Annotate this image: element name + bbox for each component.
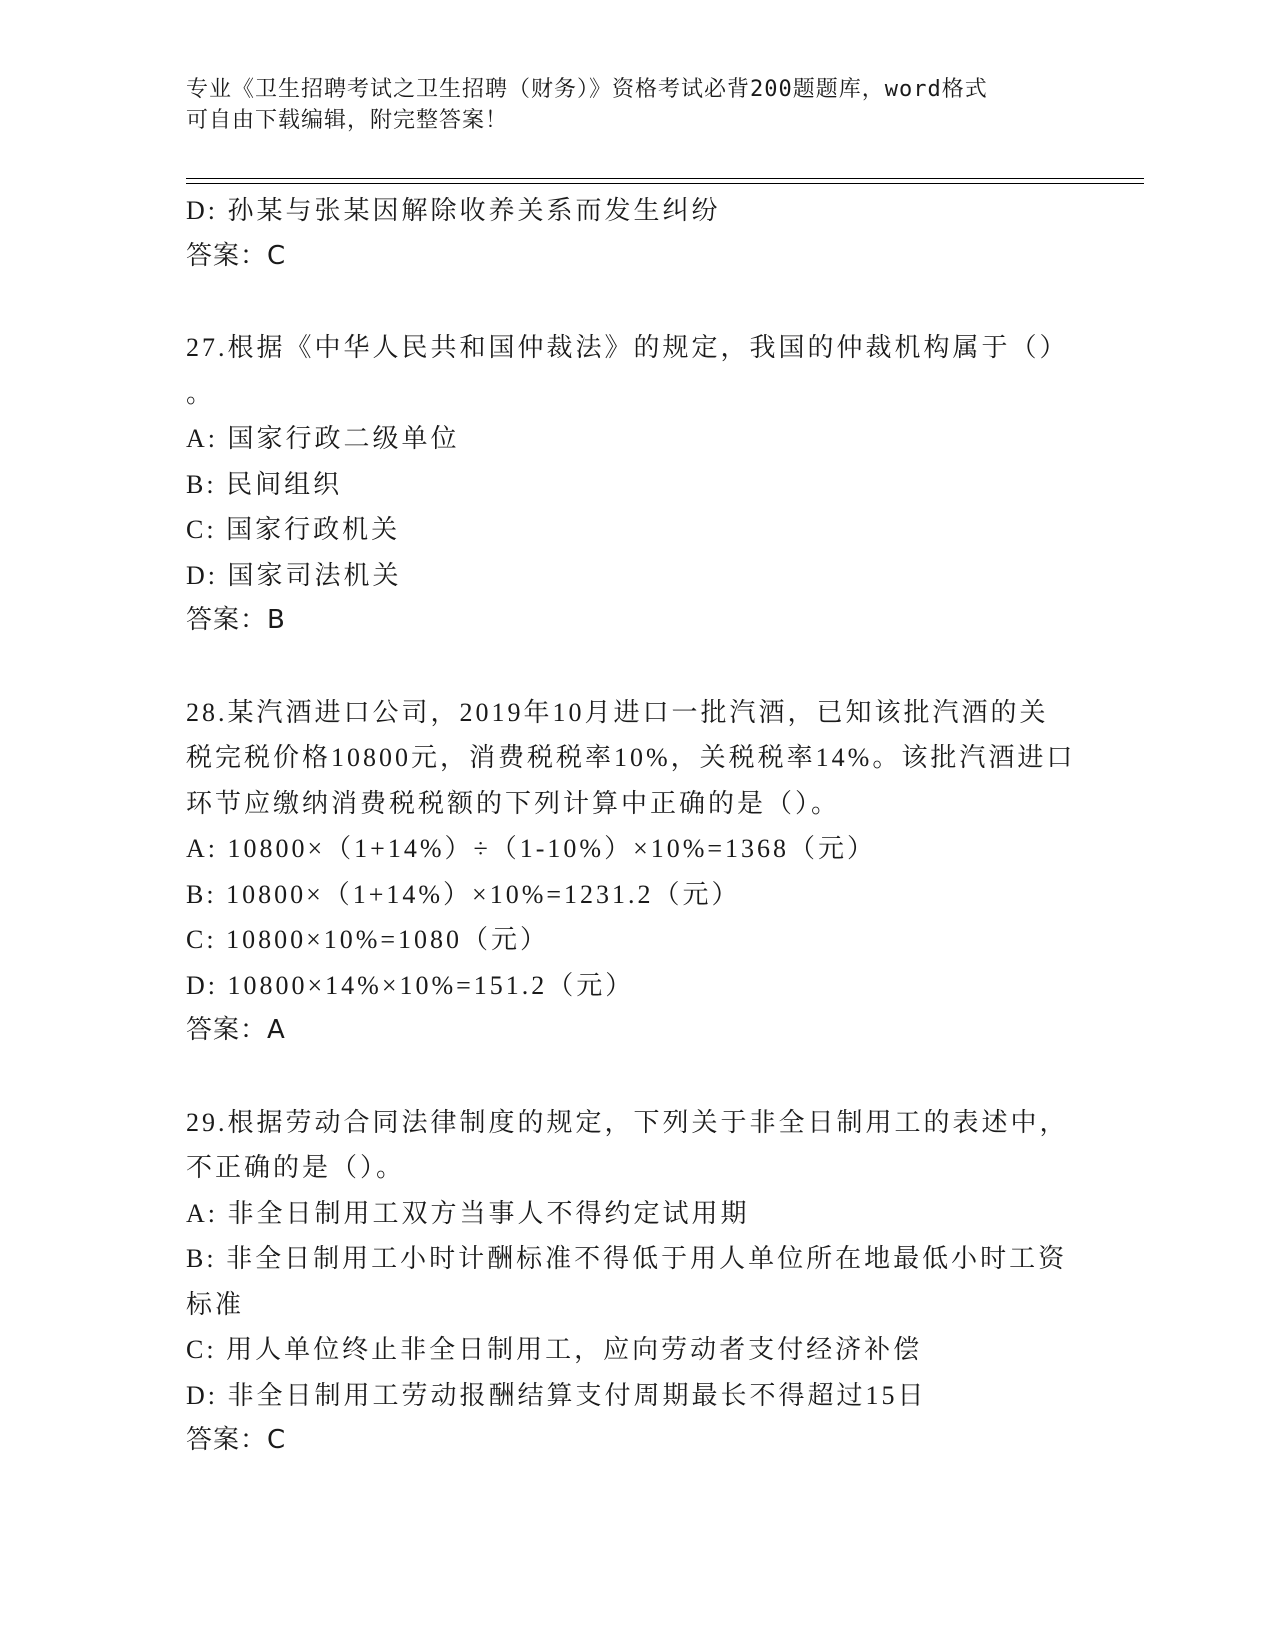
question-stem: 。 bbox=[186, 378, 216, 408]
option-b: B: 非全日制用工小时计酬标准不得低于用人单位所在地最低小时工资 bbox=[186, 1244, 1068, 1273]
option-a: A: 非全日制用工双方当事人不得约定试用期 bbox=[186, 1198, 750, 1228]
option-d: D: 孙某与张某因解除收养关系而发生纠纷 bbox=[186, 196, 721, 225]
question-27 bbox=[186, 325, 1086, 644]
document-header bbox=[186, 74, 1066, 136]
option-b: B: 民间组织 bbox=[186, 469, 343, 499]
option-d: D: 10800×14%×10%=151.2（元） bbox=[186, 970, 635, 1000]
option-c: C: 10800×10%=1080（元） bbox=[186, 925, 550, 954]
option-d: D: 国家司法机关 bbox=[186, 560, 402, 590]
question-26-tail bbox=[186, 188, 1086, 279]
header-line-1: 专业《卫生招聘考试之卫生招聘（财务）》资格考试必背200题题库，word格式 bbox=[186, 77, 988, 102]
question-stem: 不正确的是（）。 bbox=[186, 1153, 406, 1182]
question-stem: 环节应缴纳消费税税额的下列计算中正确的是（）。 bbox=[186, 788, 841, 818]
answer-line: 答案：B bbox=[186, 605, 286, 635]
question-stem: 税完税价格10800元，消费税税率10%，关税税率14%。该批汽酒进口 bbox=[186, 743, 1076, 772]
answer-line: 答案：C bbox=[186, 240, 287, 271]
option-c: C: 用人单位终止非全日制用工，应向劳动者支付经济补偿 bbox=[186, 1335, 923, 1364]
header-rule-top bbox=[186, 178, 1144, 179]
option-b-continued: 标准 bbox=[186, 1289, 245, 1319]
header-rule-bottom bbox=[186, 183, 1144, 184]
question-28 bbox=[186, 690, 1086, 1054]
question-stem: 27.根据《中华人民共和国仲裁法》的规定，我国的仲裁机构属于（） bbox=[186, 333, 1069, 362]
option-d: D: 非全日制用工劳动报酬结算支付周期最长不得超过15日 bbox=[186, 1380, 927, 1410]
answer-line: 答案：A bbox=[186, 1015, 286, 1045]
answer-line: 答案：C bbox=[186, 1425, 287, 1455]
question-stem: 28.某汽酒进口公司，2019年10月进口一批汽酒，已知该批汽酒的关 bbox=[186, 697, 1049, 727]
question-stem: 29.根据劳动合同法律制度的规定，下列关于非全日制用工的表述中， bbox=[186, 1107, 1069, 1137]
header-line-2: 可自由下载编辑，附完整答案！ bbox=[186, 108, 509, 133]
option-b: B: 10800×（1+14%）×10%=1231.2（元） bbox=[186, 879, 741, 909]
option-a: A: 国家行政二级单位 bbox=[186, 424, 460, 453]
question-29 bbox=[186, 1100, 1086, 1464]
option-a: A: 10800×（1+14%）÷（1-10%）×10%=1368（元） bbox=[186, 834, 877, 863]
question-list bbox=[186, 188, 1086, 1464]
option-c: C: 国家行政机关 bbox=[186, 515, 401, 544]
